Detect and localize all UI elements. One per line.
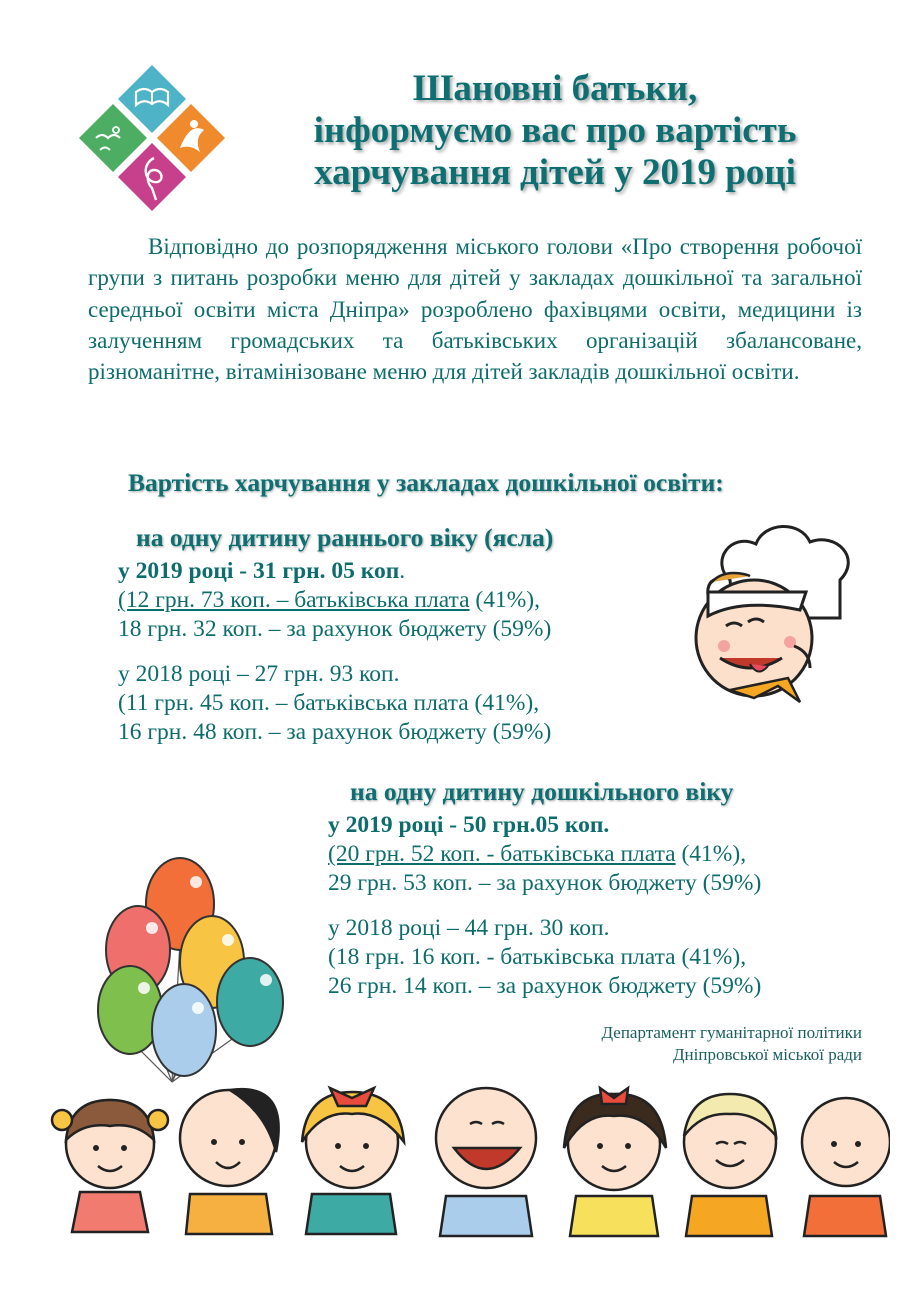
preschool-2018-total: у 2018 році – 44 грн. 30 коп. (328, 915, 610, 941)
preschool-2018-budget: 26 грн. 14 коп. – за рахунок бюджету (59%) (328, 973, 762, 999)
early-age-block (118, 523, 553, 747)
balloons-icon (92, 852, 297, 1097)
intro-paragraph: Відповідно до розпорядження міського голови «Про створення робочої групи з питань розробки меню для дітей у закладах дошкільної та загальної середньої освіти міста Дніпра» розроблено фахівцями освіти, медицини із залученням громадських та батьківських організацій збалансоване, різноманітне, вітамінізоване меню для дітей закладів дошкільної освіти. (88, 234, 862, 385)
preschool-heading: на одну дитину дошкільного віку (350, 777, 734, 806)
page-title (250, 68, 860, 194)
preschool-2019-parent (328, 840, 761, 869)
preschool-2019-total: у 2019 році - 50 грн.05 коп. (328, 812, 610, 838)
preschool-2019-parent-pct: (41%), (675, 841, 747, 867)
children-row-icon (40, 1062, 890, 1252)
title-line-1: Шановні батьки, (412, 68, 698, 109)
credit-line-2: Дніпровської міської ради (672, 1045, 862, 1064)
logo (72, 60, 232, 220)
early-age-heading: на одну дитину раннього віку (ясла) (136, 523, 554, 552)
title-line-2: інформуємо вас про вартість (313, 110, 797, 151)
early-2019-parent (118, 586, 553, 615)
preschool-block (328, 777, 761, 1001)
early-2018-parent: (11 грн. 45 коп. – батьківська плата (41%), (118, 690, 540, 716)
preschool-2019-parent-text: (20 грн. 52 коп. - батьківська плата (328, 841, 676, 867)
early-2018-budget: 16 грн. 48 коп. – за рахунок бюджету (59%) (118, 719, 552, 745)
preschool-2019-budget: 29 грн. 53 коп. – за рахунок бюджету (59%) (328, 870, 762, 896)
title-line-3: харчування дітей у 2019 році (314, 152, 796, 193)
credit (601, 1022, 862, 1066)
section-heading: Вартість харчування у закладах дошкільної освіти: (128, 468, 724, 497)
early-2019-parent-text: (12 грн. 73 коп. – батьківська плата (118, 587, 470, 613)
credit-line-1: Департамент гуманітарної політики (601, 1023, 862, 1042)
chef-boy-icon (690, 518, 870, 708)
preschool-2018-parent: (18 грн. 16 коп. - батьківська плата (41%), (328, 944, 747, 970)
early-2019-total-text: у 2019 році - 31 грн. 05 коп (118, 558, 400, 584)
early-2019-total-dot: . (399, 558, 406, 584)
early-2019-parent-pct: (41%), (469, 587, 540, 613)
early-2018-total: у 2018 році – 27 грн. 93 коп. (118, 661, 400, 687)
early-2019-budget: 18 грн. 32 коп. – за рахунок бюджету (59%) (118, 616, 552, 642)
early-2019-total (118, 557, 553, 586)
